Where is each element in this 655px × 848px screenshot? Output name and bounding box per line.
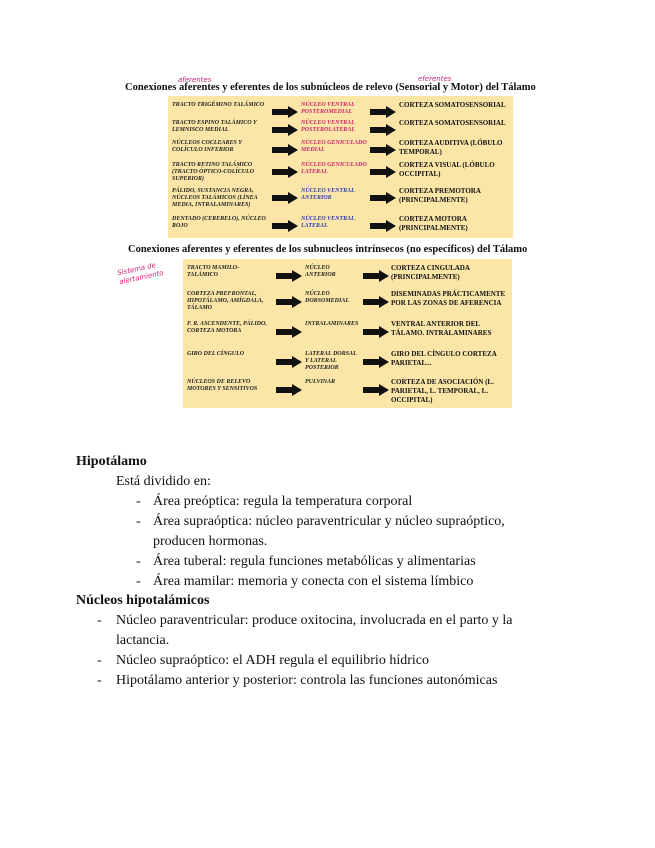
efferent-target: CORTEZA CINGULADA (PRINCIPALMENTE) bbox=[391, 264, 470, 281]
thalamic-nucleus: INTRALAMINARES bbox=[305, 321, 359, 327]
afferent-source: NÚCLEOS DE RELEVO MOTORES Y SENSITIVOS bbox=[187, 379, 258, 392]
efferent-target: GIRO DEL CÍNGULO CORTEZA PARIETAL... bbox=[391, 350, 497, 367]
list-item: Área preóptica: regula la temperatura corporal bbox=[153, 494, 413, 509]
afferent-source: TRACTO MAMILO-TALÁMICO bbox=[187, 265, 240, 278]
bullet-dash-icon: - bbox=[97, 653, 102, 668]
arrow-right-icon bbox=[276, 353, 302, 365]
list-item: Núcleo paraventricular: produce oxitocina, involucrada en el parto y la bbox=[116, 613, 513, 628]
thalamic-nucleus: NÚCLEO GENICULADO MEDIAL bbox=[301, 140, 367, 153]
table-row bbox=[168, 140, 513, 158]
arrow-right-icon bbox=[370, 189, 396, 201]
annotation-eferentes: eferentes bbox=[418, 75, 452, 83]
efferent-target: CORTEZA AUDITIVA (LÓBULO TEMPORAL) bbox=[399, 139, 503, 156]
afferent-source: F. R. ASCENDENTE, PÁLIDO, CORTEZA MOTORA bbox=[187, 321, 267, 334]
intrinsic-table-title: Conexiones aferentes y eferentes de los subnucleos intrínsecos (no específicos) del Tálamo bbox=[128, 244, 528, 255]
afferent-source: PÁLIDO, SUSTANCIA NEGRA, NÚCLEOS TALÁMICOS (LÍNEA MEDIA, INTRALAMINARES) bbox=[172, 188, 258, 208]
arrow-right-icon bbox=[272, 121, 298, 133]
afferent-source: CORTEZA PREFRONTAL, HIPOTÁLAMO, AMÍGDALA, TÁLAMO bbox=[187, 291, 264, 311]
hipotalamo-intro: Está dividido en: bbox=[116, 474, 211, 489]
intrinsic-table bbox=[183, 259, 512, 408]
efferent-target: CORTEZA MOTORA (PRINCIPALMENTE) bbox=[399, 215, 468, 232]
efferent-target: VENTRAL ANTERIOR DEL TÁLAMO. INTRALAMINARES bbox=[391, 320, 492, 337]
arrow-right-icon bbox=[370, 103, 396, 115]
arrow-right-icon bbox=[363, 293, 389, 305]
arrow-right-icon bbox=[272, 141, 298, 153]
afferent-source: TRACTO TRIGÉMINO TALÁMICO bbox=[172, 102, 265, 108]
table-row bbox=[183, 291, 512, 315]
list-item: lactancia. bbox=[116, 633, 170, 648]
table-row bbox=[183, 321, 512, 345]
arrow-right-icon bbox=[370, 163, 396, 175]
arrow-right-icon bbox=[272, 189, 298, 201]
arrow-right-icon bbox=[272, 217, 298, 229]
arrow-right-icon bbox=[370, 217, 396, 229]
efferent-target: CORTEZA VISUAL (LÓBULO OCCIPITAL) bbox=[399, 161, 495, 178]
thalamic-nucleus: LATERAL DORSAL Y LATERAL POSTERIOR bbox=[305, 351, 357, 371]
table-row bbox=[183, 379, 512, 403]
table-row bbox=[168, 188, 513, 206]
bullet-dash-icon: - bbox=[136, 574, 141, 589]
bullet-dash-icon: - bbox=[97, 613, 102, 628]
table-row bbox=[183, 265, 512, 289]
arrow-right-icon bbox=[276, 267, 302, 279]
arrow-right-icon bbox=[370, 141, 396, 153]
efferent-target: CORTEZA SOMATOSENSORIAL bbox=[399, 119, 506, 127]
efferent-target: CORTEZA PREMOTORA (PRINCIPALMENTE) bbox=[399, 187, 481, 204]
thalamic-nucleus: NÚCLEO DORSOMEDIAL bbox=[305, 291, 350, 304]
bullet-dash-icon: - bbox=[136, 494, 141, 509]
arrow-right-icon bbox=[276, 323, 302, 335]
afferent-source: GIRO DEL CÍNGULO bbox=[187, 351, 245, 357]
list-item: Hipotálamo anterior y posterior: controla las funciones autonómicas bbox=[116, 673, 498, 688]
efferent-target: CORTEZA DE ASOCIACIÓN (L. PARIETAL, L. TEMPORAL, L. OCCIPITAL) bbox=[391, 378, 494, 404]
list-item: Área tuberal: regula funciones metabólicas y alimentarias bbox=[153, 554, 476, 569]
efferent-target: DISEMINADAS PRÁCTICAMENTE POR LAS ZONAS DE AFERENCIA bbox=[391, 290, 506, 307]
table-row bbox=[168, 120, 513, 138]
list-item: Área supraóptica: núcleo paraventricular y núcleo supraóptico, bbox=[153, 514, 505, 529]
nucleos-heading: Núcleos hipotalámicos bbox=[76, 593, 210, 608]
afferent-source: TRACTO ESPINO TALÁMICO Y LEMNISCO MEDIAL bbox=[172, 120, 257, 133]
table-row bbox=[183, 351, 512, 375]
arrow-right-icon bbox=[272, 103, 298, 115]
afferent-source: NÚCLEOS COCLEARES Y COLÍCULO INFERIOR bbox=[172, 140, 242, 153]
thalamic-nucleus: NÚCLEO VENTRAL ANTERIOR bbox=[301, 188, 355, 201]
arrow-right-icon bbox=[363, 381, 389, 393]
arrow-right-icon bbox=[363, 323, 389, 335]
afferent-source: TRACTO RETINO TALÁMICO (TRACTO ÓPTICO-COLÍCULO SUPERIOR) bbox=[172, 162, 255, 182]
arrow-right-icon bbox=[276, 381, 302, 393]
list-item: Área mamilar: memoria y conecta con el sistema límbico bbox=[153, 574, 474, 589]
thalamic-nucleus: NÚCLEO VENTRAL POSTEROLATERAL bbox=[301, 120, 356, 133]
hipotalamo-heading: Hipotálamo bbox=[76, 454, 147, 469]
relay-table bbox=[168, 96, 513, 238]
efferent-target: CORTEZA SOMATOSENSORIAL bbox=[399, 101, 506, 109]
table-row bbox=[168, 162, 513, 180]
arrow-right-icon bbox=[363, 353, 389, 365]
thalamic-nucleus: NÚCLEO ANTERIOR bbox=[305, 265, 336, 278]
arrow-right-icon bbox=[363, 267, 389, 279]
annotation-alertamiento: Sistema de alertamiento bbox=[116, 261, 165, 287]
bullet-dash-icon: - bbox=[97, 673, 102, 688]
bullet-dash-icon: - bbox=[136, 554, 141, 569]
thalamic-nucleus: NÚCLEO GENICULADO LATERAL bbox=[301, 162, 367, 175]
afferent-source: DENTADO (CEREBELO), NÚCLEO ROJO bbox=[172, 216, 266, 229]
table-row bbox=[168, 216, 513, 234]
thalamic-nucleus: NÚCLEO VENTRAL LATERAL bbox=[301, 216, 355, 229]
arrow-right-icon bbox=[272, 163, 298, 175]
arrow-right-icon bbox=[276, 293, 302, 305]
list-item: Núcleo supraóptico: el ADH regula el equilibrio hídrico bbox=[116, 653, 429, 668]
table-row bbox=[168, 102, 513, 120]
annotation-aferentes: aferentes bbox=[178, 76, 212, 84]
bullet-dash-icon: - bbox=[136, 514, 141, 529]
relay-table-title: Conexiones aferentes y eferentes de los subnúcleos de relevo (Sensorial y Motor) del Tálamo bbox=[125, 82, 536, 93]
arrow-right-icon bbox=[370, 121, 396, 133]
thalamic-nucleus: NÚCLEO VENTRAL POSTEROMEDIAL bbox=[301, 102, 355, 115]
thalamic-nucleus: PULVINAR bbox=[305, 379, 336, 385]
list-item: producen hormonas. bbox=[153, 534, 268, 549]
